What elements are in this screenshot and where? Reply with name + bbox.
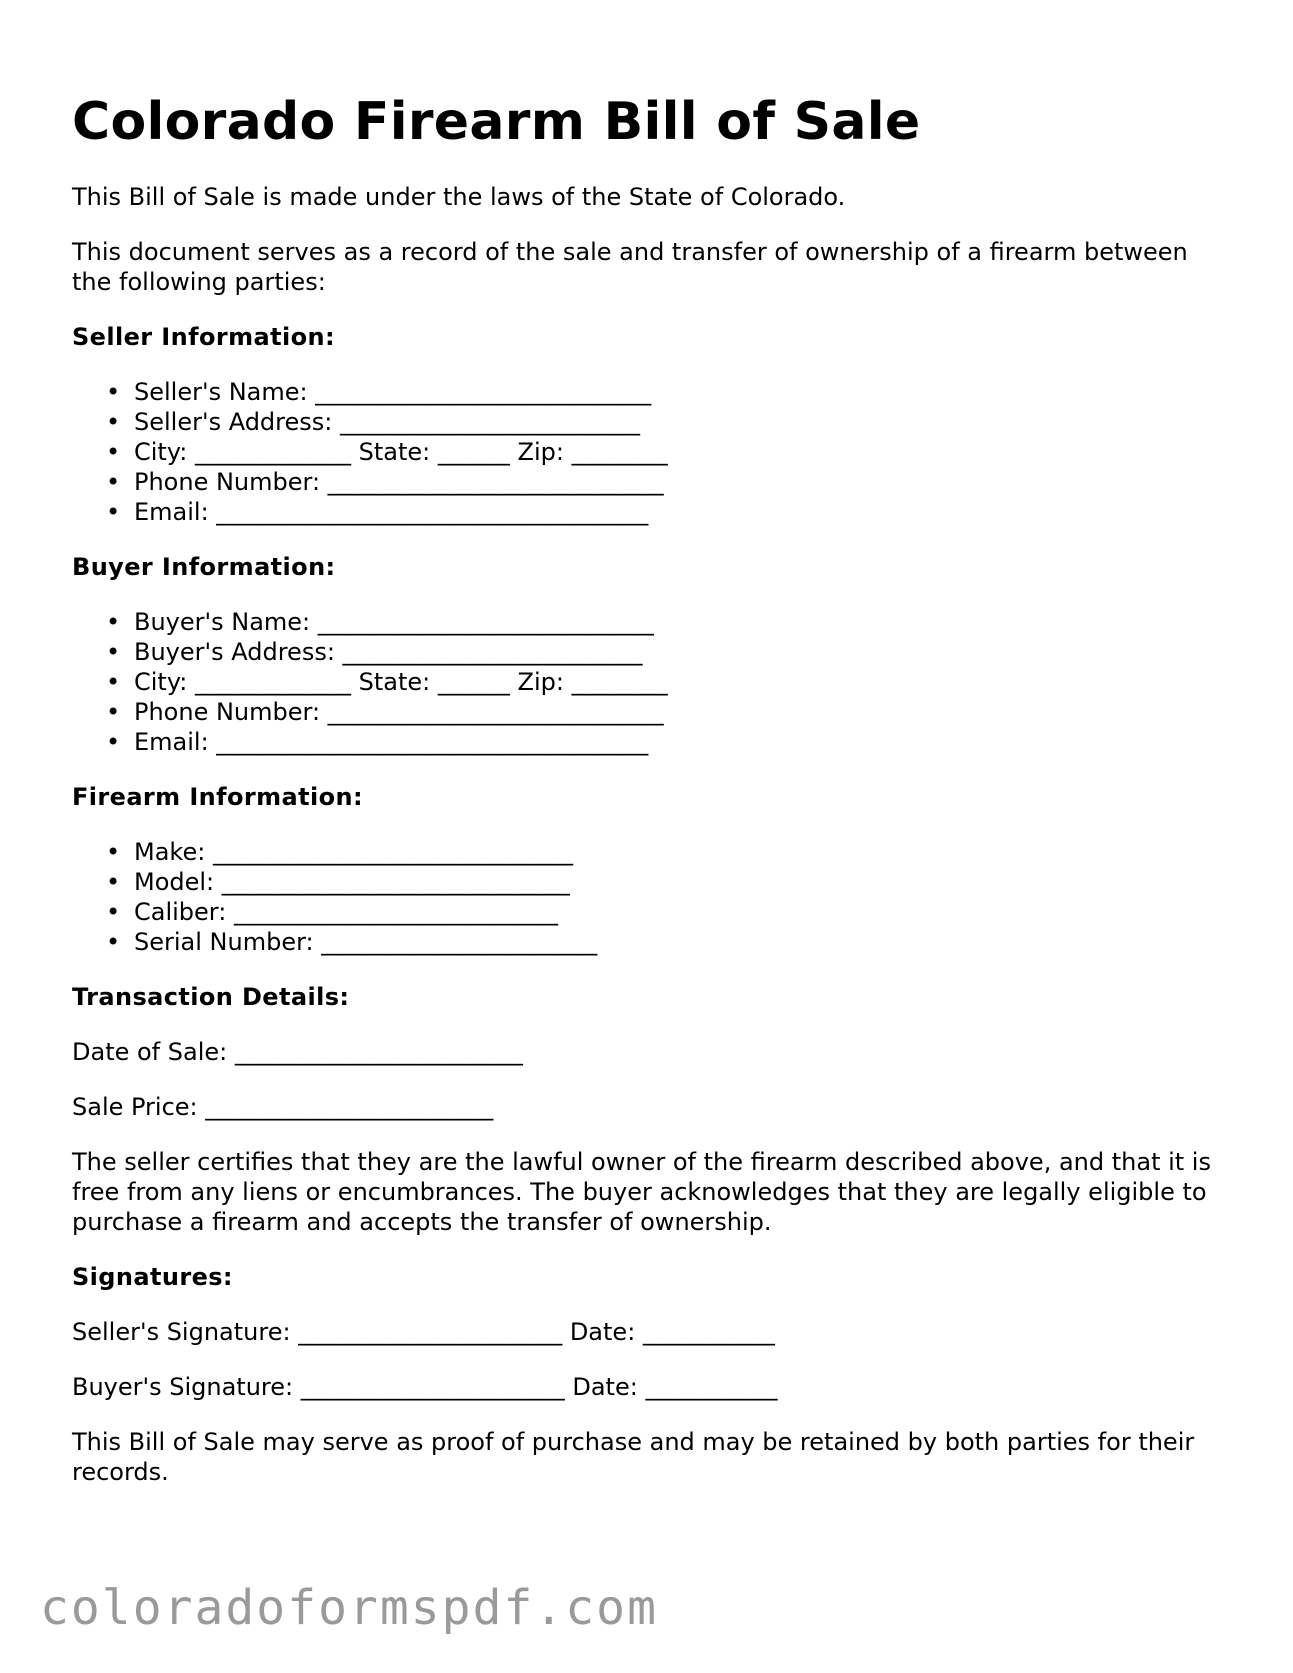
seller-name-field[interactable]: • Seller's Name: ____________________________	[134, 377, 1232, 407]
firearm-caliber-field[interactable]: • Caliber: ___________________________	[134, 897, 1232, 927]
buyer-address-field[interactable]: • Buyer's Address: _________________________	[134, 637, 1232, 667]
firearm-field-list	[72, 837, 1232, 957]
firearm-serial-field[interactable]: • Serial Number: _______________________	[134, 927, 1232, 957]
intro-paragraph-2: This document serves as a record of the sale and transfer of ownership of a firearm between the following parties:	[72, 238, 1188, 296]
buyer-section-heading: Buyer Information:	[72, 553, 336, 581]
page-title: Colorado Firearm Bill of Sale	[72, 92, 921, 152]
seller-field-list	[72, 377, 1232, 527]
intro-paragraph-1: This Bill of Sale is made under the laws of the State of Colorado.	[72, 183, 846, 211]
closing-paragraph: This Bill of Sale may serve as proof of purchase and may be retained by both parties for their records.	[72, 1428, 1195, 1486]
buyer-name-field[interactable]: • Buyer's Name: ____________________________	[134, 607, 1232, 637]
buyer-email-field[interactable]: • Email: ____________________________________	[134, 727, 1232, 757]
firearm-model-field[interactable]: • Model: _____________________________	[134, 867, 1232, 897]
buyer-field-list	[72, 607, 1232, 757]
certification-paragraph: The seller certifies that they are the lawful owner of the firearm described above, and that it is free from any liens or encumbrances. The buyer acknowledges that they are legally eligible to purchase a firearm and accepts the transfer of ownership.	[72, 1148, 1211, 1236]
watermark: coloradoformspdf.com	[40, 1580, 658, 1636]
buyer-city-state-zip-field[interactable]: • City: _____________ State: ______ Zip: ________	[134, 667, 1232, 697]
date-of-sale-field[interactable]: Date of Sale: ________________________	[72, 1038, 523, 1066]
buyer-phone-field[interactable]: • Phone Number: ____________________________	[134, 697, 1232, 727]
seller-phone-field[interactable]: • Phone Number: ____________________________	[134, 467, 1232, 497]
document-page	[72, 90, 1232, 1512]
seller-signature-line[interactable]: Seller's Signature: ______________________ Date: ___________	[72, 1318, 775, 1346]
firearm-make-field[interactable]: • Make: ______________________________	[134, 837, 1232, 867]
seller-city-state-zip-field[interactable]: • City: _____________ State: ______ Zip: ________	[134, 437, 1232, 467]
seller-address-field[interactable]: • Seller's Address: _________________________	[134, 407, 1232, 437]
buyer-signature-line[interactable]: Buyer's Signature: ______________________ Date: ___________	[72, 1373, 778, 1401]
seller-email-field[interactable]: • Email: ____________________________________	[134, 497, 1232, 527]
sale-price-field[interactable]: Sale Price: ________________________	[72, 1093, 494, 1121]
transaction-section-heading: Transaction Details:	[72, 983, 350, 1011]
seller-section-heading: Seller Information:	[72, 323, 335, 351]
firearm-section-heading: Firearm Information:	[72, 783, 363, 811]
signatures-section-heading: Signatures:	[72, 1263, 233, 1291]
